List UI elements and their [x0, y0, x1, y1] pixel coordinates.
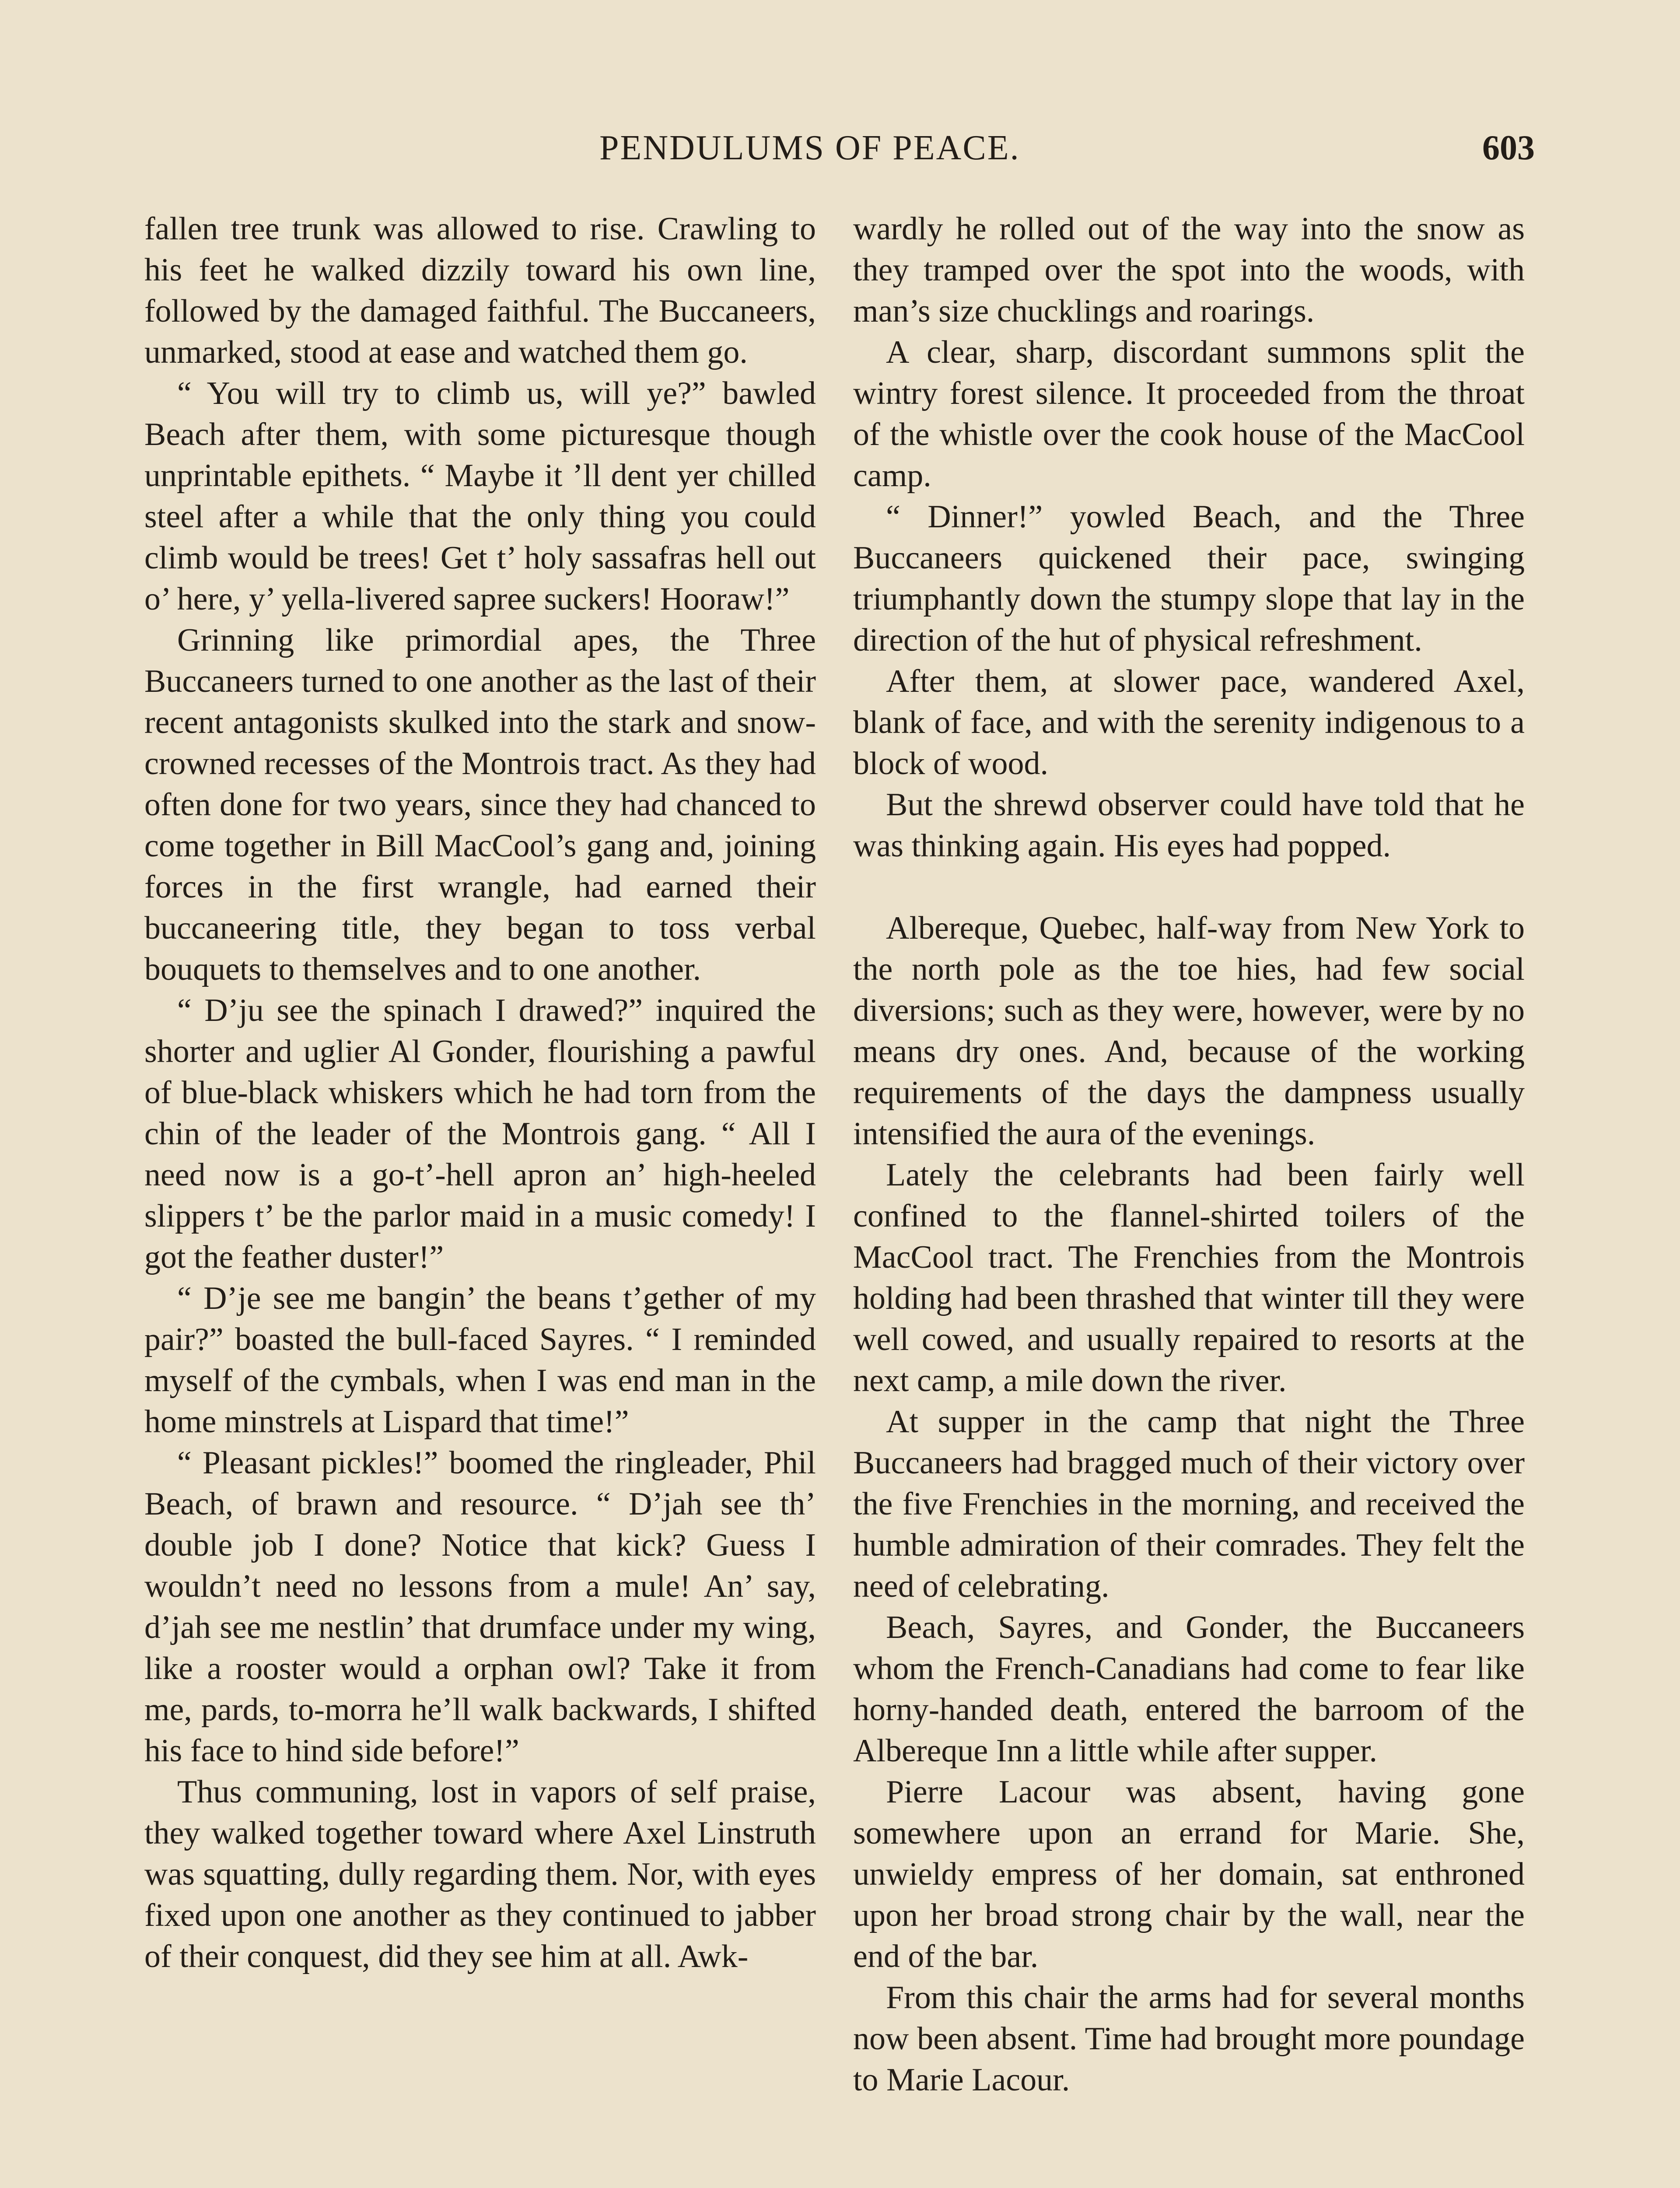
paragraph: But the shrewd observer could have told that he was thinking again. His eyes had popped. — [853, 787, 1525, 864]
paragraph: After them, at slower pace, wandered Axel, blank of face, and with the serenity indigenous to a block of wood. — [853, 663, 1525, 782]
paragraph: “ Pleasant pickles!” boomed the ringleader, Phil Beach, of brawn and resource. “ D’jah see th’ double job I done? Notice that kick? Guess I wouldn’t need no lessons from a mule! An’ say, d’jah see me nestlin’ that drumface under my wing, like a rooster would a orphan owl? Take it from me, pards, to-morra he’ll walk backwards, I shifted his face to hind side before!” — [144, 1445, 816, 1769]
paragraph: “ Dinner!” yowled Beach, and the Three Buccaneers quickened their pace, swinging triumphantly down the stumpy slope that lay in the direction of the hut of physical refreshment. — [853, 499, 1525, 658]
paragraph: Thus communing, lost in vapors of self praise, they walked together toward where Axel Linstruth was squatting, dully regarding them. Nor, with eyes fixed upon one another as they continued to jabber of their conquest, did they see him at all. Awk- — [144, 1774, 816, 1974]
paragraph: Pierre Lacour was absent, having gone somewhere upon an errand for Marie. She, unwieldy empress of her domain, sat enthroned upon her broad strong chair by the wall, near the end of the bar. — [853, 1774, 1525, 1974]
paragraph: wardly he rolled out of the way into the snow as they tramped over the spot into the woods, with man’s size chucklings and roarings. — [853, 211, 1525, 329]
paragraph: A clear, sharp, discordant summons split the wintry forest silence. It proceeded from the throat of the whistle over the cook house of the MacCool camp. — [853, 334, 1525, 494]
paragraph: Albereque, Quebec, half-way from New York to the north pole as the toe hies, had few social diversions; such as they were, however, were by no means dry ones. And, because of the working requirements of the days the dampness usually intensified the aura of the evenings. — [853, 910, 1525, 1152]
running-header-title: PENDULUMS OF PEACE. — [599, 129, 1020, 167]
paragraph: From this chair the arms had for several months now been absent. Time had brought more poundage to Marie Lacour. — [853, 1980, 1525, 2098]
paragraph: Beach, Sayres, and Gonder, the Buccaneers whom the French-Canadians had come to fear like horny-handed death, entered the barroom of the Albereque Inn a little while after supper. — [853, 1609, 1525, 1769]
paragraph: “ D’ju see the spinach I drawed?” inquired the shorter and uglier Al Gonder, flourishing a pawful of blue-black whiskers which he had torn from the chin of the leader of the Montrois gang. “ All I need now is a go-t’-hell apron an’ high-heeled slippers t’ be the parlor maid in a music comedy! I got the feather duster!” — [144, 992, 816, 1275]
paragraph: Grinning like primordial apes, the Three Buccaneers turned to one another as the last of their recent antagonists skulked into the stark and snow-crowned recesses of the Montrois tract. As they had often done for two years, since they had chanced to come together in Bill MacCool’s gang and, joining forces in the first wrangle, had earned their buccaneering title, they began to toss verbal bouquets to themselves and to one another. — [144, 622, 816, 987]
paragraph: fallen tree trunk was allowed to rise. Crawling to his feet he walked dizzily toward his own line, followed by the damaged faithful. The Buccaneers, unmarked, stood at ease and watched them go. — [144, 211, 816, 370]
paragraph: “ D’je see me bangin’ the beans t’gether of my pair?” boasted the bull-faced Sayres. “ I reminded myself of the cymbals, when I was end man in the home minstrels at Lispard that time!” — [144, 1280, 816, 1440]
paragraph: Lately the celebrants had been fairly well confined to the flannel-shirted toilers of the MacCool tract. The Frenchies from the Montrois holding had been thrashed that winter till they were well cowed, and usually repaired to resorts at the next camp, a mile down the river. — [853, 1157, 1525, 1399]
paragraph: At supper in the camp that night the Three Buccaneers had bragged much of their victory over the five Frenchies in the morning, and received the humble admiration of their comrades. They felt the need of celebrating. — [853, 1404, 1525, 1604]
paragraph: “ You will try to climb us, will ye?” bawled Beach after them, with some picturesque though unprintable epithets. “ Maybe it ’ll dent yer chilled steel after a while that the only thing you could climb would be trees! Get t’ holy sassafras hell out o’ here, y’ yella-livered sapree suckers! Hooraw!” — [144, 375, 816, 617]
right-column — [853, 208, 1525, 2100]
left-column — [144, 208, 816, 1977]
page-number: 603 — [1482, 129, 1535, 167]
